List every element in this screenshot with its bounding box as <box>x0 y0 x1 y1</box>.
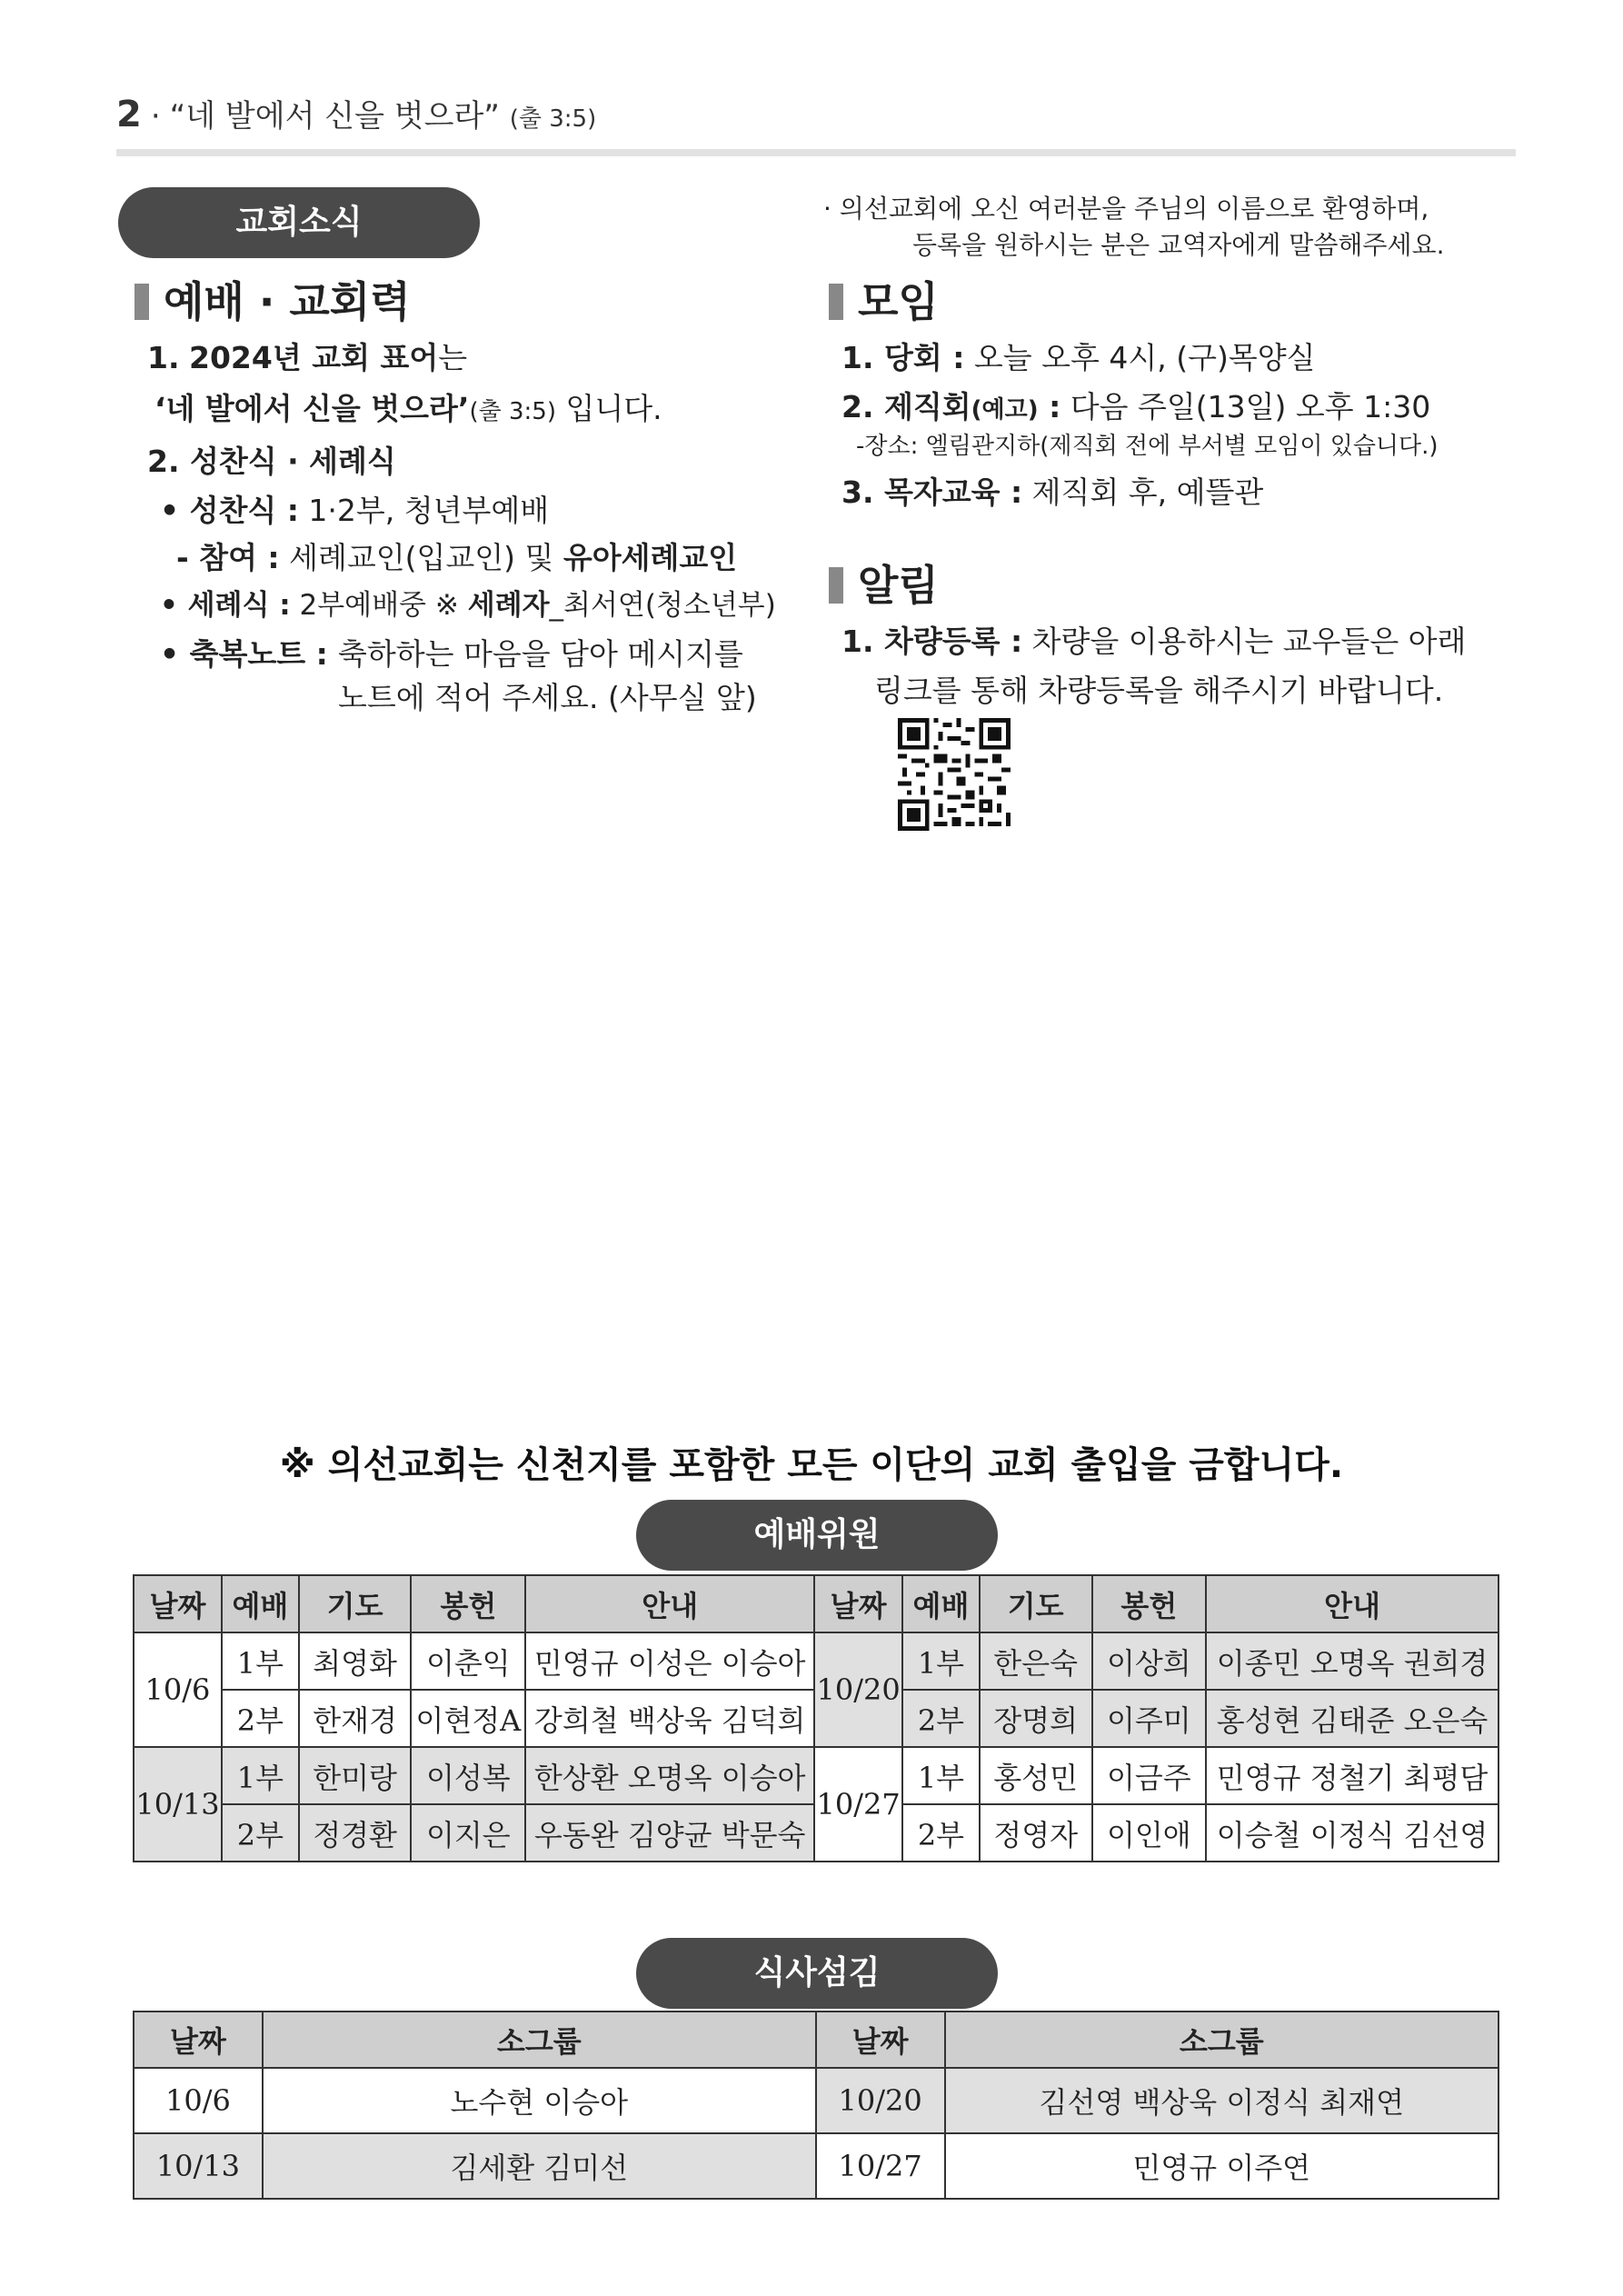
meeting-item2-colon: : <box>1038 389 1061 424</box>
header-cell: 예배 <box>902 1575 980 1632</box>
date-cell: 10/27 <box>814 1747 902 1862</box>
group-cell: 김세환 김미선 <box>263 2133 816 2199</box>
item1-label: 2024년 교회 표어 <box>189 340 439 375</box>
prayer-cell: 한은숙 <box>980 1632 1092 1690</box>
guide-cell: 이종민 오명옥 권희경 <box>1206 1632 1499 1690</box>
meal-service-title: 식사섬김 <box>636 1938 998 2009</box>
baptism-text: 2부예배중 ※ <box>290 589 468 622</box>
notice-item1-label: 1. 차량등록 : <box>841 624 1023 659</box>
item2-label: 2. 성찬식 · 세례식 <box>147 444 396 479</box>
meeting-heading-text: 모임 <box>858 277 939 326</box>
heresy-warning: ※ 의선교회는 신천지를 포함한 모든 이단의 교회 출입을 금합니다. <box>279 1444 1344 1486</box>
header-cell: 날짜 <box>816 2011 945 2068</box>
guide-cell: 민영규 이성은 이승아 <box>525 1632 814 1690</box>
header-cell: 소그룹 <box>945 2011 1499 2068</box>
meeting-item-2 <box>841 384 1430 426</box>
page-number: 2 <box>116 94 142 135</box>
meeting-item-2-place: -장소: 엘림관지하(제직회 전에 부서별 모임이 있습니다.) <box>856 433 1439 460</box>
table-header-row <box>134 2011 1499 2068</box>
prayer-cell: 정경환 <box>299 1804 412 1862</box>
prayer-cell: 한재경 <box>299 1690 412 1747</box>
blessing-label: • 축복노트 : <box>160 636 328 672</box>
offering-cell: 이상희 <box>1092 1632 1207 1690</box>
service-cell: 2부 <box>222 1804 299 1862</box>
date-cell: 10/20 <box>814 1632 902 1747</box>
motto-text: ‘네 발에서 신을 벗으라’ <box>154 391 470 426</box>
participate-line <box>176 534 737 577</box>
notice-item-1 <box>841 618 1466 661</box>
service-cell: 1부 <box>222 1632 299 1690</box>
header-cell: 기도 <box>980 1575 1092 1632</box>
meeting-item-3 <box>841 469 1263 512</box>
prayer-cell: 정영자 <box>980 1804 1092 1862</box>
meeting-item1-label: 1. 당회 : <box>841 340 965 375</box>
worship-item-2 <box>147 438 396 481</box>
item1-number: 1. <box>147 340 180 375</box>
date-cell: 10/6 <box>134 1632 222 1747</box>
welcome-line-2: 등록을 원하시는 분은 교역자에게 말씀해주세요. <box>912 230 1445 260</box>
guide-cell: 홍성현 김태준 오은숙 <box>1206 1690 1499 1747</box>
worship-heading-text: 예배 · 교회력 <box>164 277 411 326</box>
offering-cell: 이춘익 <box>411 1632 525 1690</box>
header-cell: 봉헌 <box>411 1575 525 1632</box>
table-header-row <box>134 1575 1499 1632</box>
group-cell: 김선영 백상욱 이정식 최재연 <box>945 2068 1499 2133</box>
service-cell: 1부 <box>222 1747 299 1804</box>
guide-cell: 민영규 정철기 최평담 <box>1206 1747 1499 1804</box>
header-cell: 날짜 <box>814 1575 902 1632</box>
participate-label: - 참여 : <box>176 540 280 575</box>
table-row <box>134 2068 1499 2133</box>
table-row <box>134 2133 1499 2199</box>
header-separator: · <box>150 98 161 135</box>
table-row <box>134 1747 1499 1804</box>
header-cell: 안내 <box>525 1575 814 1632</box>
notice-item1-text: 차량을 이용하시는 교우들은 아래 <box>1022 624 1467 659</box>
prayer-cell: 홍성민 <box>980 1747 1092 1804</box>
header-cell: 안내 <box>1206 1575 1499 1632</box>
motto-reference: (출 3:5) <box>469 398 556 425</box>
date-cell: 10/27 <box>816 2133 945 2199</box>
header-cell: 기도 <box>299 1575 412 1632</box>
communion-label: • 성찬식 : <box>160 493 299 528</box>
service-cell: 1부 <box>902 1747 980 1804</box>
offering-cell: 이인애 <box>1092 1804 1207 1862</box>
prayer-cell: 한미랑 <box>299 1747 412 1804</box>
offering-cell: 이현정A <box>411 1690 525 1747</box>
date-cell: 10/13 <box>134 1747 222 1862</box>
meeting-item2-text: 다음 주일(13일) 오후 1:30 <box>1060 389 1431 424</box>
offering-cell: 이주미 <box>1092 1690 1207 1747</box>
baptism-label: • 세례식 : <box>160 589 291 622</box>
header-cell: 봉헌 <box>1092 1575 1207 1632</box>
prayer-cell: 최영화 <box>299 1632 412 1690</box>
section-bar <box>829 567 843 604</box>
service-cell: 2부 <box>902 1690 980 1747</box>
section-bar <box>134 284 149 320</box>
meeting-item2-small: (예고) <box>971 396 1039 424</box>
header-cell: 소그룹 <box>263 2011 816 2068</box>
service-cell: 2부 <box>902 1804 980 1862</box>
item1-tail: 는 <box>438 340 468 375</box>
meeting-section-heading <box>829 269 939 329</box>
date-cell: 10/6 <box>134 2068 263 2133</box>
communion-line <box>160 487 549 530</box>
meeting-item2-label: 2. 제직회 <box>841 389 971 424</box>
page-header <box>116 91 596 135</box>
baptism-name: _최서연(청소년부) <box>549 589 776 622</box>
date-cell: 10/13 <box>134 2133 263 2199</box>
communion-text: 1·2부, 청년부예배 <box>298 493 550 528</box>
header-motto: “네 발에서 신을 벗으라” <box>169 98 500 135</box>
meeting-item3-label: 3. 목자교육 : <box>841 474 1023 510</box>
worship-committee-table <box>133 1574 1499 1862</box>
guide-cell: 한상환 오명옥 이승아 <box>525 1747 814 1804</box>
baptism-bold: 세례자 <box>467 589 550 622</box>
blessing-line-2: 노트에 적어 주세요. (사무실 앞) <box>338 680 757 715</box>
service-cell: 2부 <box>222 1690 299 1747</box>
worship-committee-title: 예배위원 <box>636 1500 998 1571</box>
meeting-item1-text: 오늘 오후 4시, (구)목양실 <box>964 340 1316 375</box>
prayer-cell: 장명희 <box>980 1690 1092 1747</box>
blessing-line-1: 축하하는 마음을 담아 메시지를 <box>338 636 743 672</box>
worship-item-1-motto <box>154 385 662 428</box>
welcome-line-1: · 의선교회에 오신 여러분을 주님의 이름으로 환영하며, <box>823 194 1429 224</box>
header-cell: 예배 <box>222 1575 299 1632</box>
meeting-item-1 <box>841 334 1316 377</box>
service-cell: 1부 <box>902 1632 980 1690</box>
header-cell: 날짜 <box>134 2011 263 2068</box>
qr-code-icon[interactable] <box>898 718 1011 831</box>
worship-section-heading <box>134 269 411 329</box>
worship-item-1 <box>147 334 467 377</box>
date-cell: 10/20 <box>816 2068 945 2133</box>
offering-cell: 이성복 <box>411 1747 525 1804</box>
header-rule <box>116 149 1516 156</box>
participate-bold: 유아세례교인 <box>563 540 738 575</box>
header-reference: (출 3:5) <box>509 105 597 133</box>
meeting-item3-text: 제직회 후, 예뜰관 <box>1022 474 1264 510</box>
notice-heading-text: 알림 <box>858 561 939 610</box>
blessing-label-line <box>160 631 328 674</box>
offering-cell: 이금주 <box>1092 1747 1207 1804</box>
section-bar <box>829 284 843 320</box>
header-cell: 날짜 <box>134 1575 222 1632</box>
participate-text: 세례교인(입교인) 및 <box>279 540 563 575</box>
group-cell: 민영규 이주연 <box>945 2133 1499 2199</box>
table-row <box>134 1632 1499 1690</box>
motto-end: 입니다. <box>555 391 662 426</box>
notice-item-1-line2: 링크를 통해 차량등록을 해주시기 바랍니다. <box>874 673 1444 708</box>
baptism-line <box>160 582 776 623</box>
guide-cell: 우동완 김양균 박문숙 <box>525 1804 814 1862</box>
church-news-title: 교회소식 <box>118 187 480 258</box>
notice-section-heading <box>829 553 939 613</box>
guide-cell: 이승철 이정식 김선영 <box>1206 1804 1499 1862</box>
guide-cell: 강희철 백상욱 김덕희 <box>525 1690 814 1747</box>
offering-cell: 이지은 <box>411 1804 525 1862</box>
group-cell: 노수현 이승아 <box>263 2068 816 2133</box>
meal-service-table <box>133 2011 1499 2200</box>
